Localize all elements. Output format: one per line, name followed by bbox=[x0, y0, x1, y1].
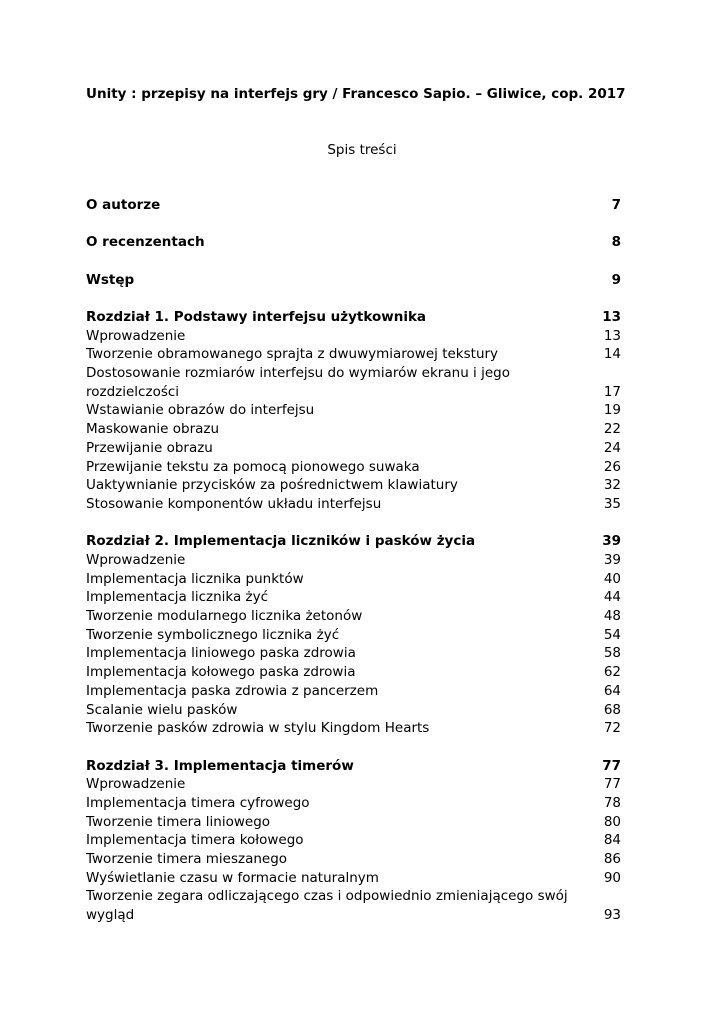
toc-entry bbox=[86, 794, 621, 813]
toc-entry-label: Implementacja paska zdrowia z pancerzem bbox=[86, 682, 379, 699]
book-title: Unity : przepisy na interfejs gry / Francesco Sapio. – Gliwice, cop. 2017 bbox=[86, 86, 626, 102]
toc-entry-label: Uaktywnianie przycisków za pośrednictwem klawiatury bbox=[86, 477, 458, 494]
toc-entry-label: Rozdział 2. Implementacja liczników i pasków życia bbox=[86, 533, 476, 550]
toc-section bbox=[86, 196, 621, 215]
toc-entry-label: Implementacja licznika żyć bbox=[86, 589, 269, 606]
toc-entry-label: O recenzentach bbox=[86, 234, 205, 251]
toc-entry-label: Wprowadzenie bbox=[86, 327, 186, 344]
toc-entry-label: Tworzenie modularnego licznika żetonów bbox=[86, 608, 363, 625]
toc-entry bbox=[86, 644, 621, 663]
toc-entry-page: 26 bbox=[603, 458, 621, 475]
toc-entry-page: 9 bbox=[611, 271, 621, 288]
toc-entry-label: Rozdział 1. Podstawy interfejsu użytkownika bbox=[86, 308, 427, 325]
toc-entry-page: 32 bbox=[603, 477, 621, 494]
toc-entry bbox=[86, 831, 621, 850]
toc-entry-label: Przewijanie tekstu za pomocą pionowego suwaka bbox=[86, 458, 420, 475]
toc-entry-page: 93 bbox=[603, 907, 621, 924]
toc-entry-page: 39 bbox=[602, 533, 621, 550]
toc-entry-page: 54 bbox=[603, 626, 621, 643]
toc-entry bbox=[86, 682, 621, 701]
toc-entry-page: 62 bbox=[603, 664, 621, 681]
toc-entry bbox=[86, 775, 621, 794]
toc-entry-page: 40 bbox=[603, 570, 621, 587]
toc-entry-label: Tworzenie timera liniowego bbox=[86, 813, 271, 830]
toc-entry bbox=[86, 420, 621, 439]
toc-entry-page: 77 bbox=[602, 757, 621, 774]
toc-entry-label: Implementacja kołowego paska zdrowia bbox=[86, 664, 356, 681]
toc-entry-label: Wyświetlanie czasu w formacie naturalnym bbox=[86, 869, 379, 886]
toc-entry-label: Implementacja timera cyfrowego bbox=[86, 794, 310, 811]
toc-entry-page: 48 bbox=[603, 608, 621, 625]
toc-entry-page: 84 bbox=[603, 832, 621, 849]
toc-section bbox=[86, 757, 621, 776]
toc-entry-page: 17 bbox=[603, 383, 621, 400]
toc-entry-label: Implementacja licznika punktów bbox=[86, 570, 304, 587]
toc-heading: Spis treści bbox=[327, 142, 397, 158]
toc-entry bbox=[86, 364, 621, 401]
toc-entry bbox=[86, 869, 621, 888]
toc-entry-page: 80 bbox=[603, 813, 621, 830]
toc-entry bbox=[86, 345, 621, 364]
toc-entry bbox=[86, 887, 621, 924]
toc-entry bbox=[86, 588, 621, 607]
toc-entry-page: 90 bbox=[603, 869, 621, 886]
toc-entry-label: Tworzenie zegara odliczającego czas i odpowiednio zmieniającego swój wygląd bbox=[86, 888, 568, 924]
toc-section bbox=[86, 271, 621, 290]
toc-entry bbox=[86, 551, 621, 570]
toc-entry-label: Wprowadzenie bbox=[86, 551, 186, 568]
toc-entry bbox=[86, 401, 621, 420]
toc-entry-page: 22 bbox=[603, 421, 621, 438]
toc-entry-label: Wstęp bbox=[86, 271, 135, 288]
toc-entry-page: 44 bbox=[603, 589, 621, 606]
toc-entry-page: 13 bbox=[603, 327, 621, 344]
toc-entry-page: 19 bbox=[603, 402, 621, 419]
toc-entry-page: 64 bbox=[603, 682, 621, 699]
toc-section bbox=[86, 532, 621, 551]
toc-entry-page: 39 bbox=[603, 551, 621, 568]
toc-entry-label: Implementacja timera kołowego bbox=[86, 832, 304, 849]
toc-entry-page: 77 bbox=[603, 776, 621, 793]
toc-entry-page: 35 bbox=[603, 495, 621, 512]
toc-section bbox=[86, 308, 621, 327]
toc-entry-page: 8 bbox=[611, 234, 621, 251]
toc-entry bbox=[86, 850, 621, 869]
toc-entry bbox=[86, 719, 621, 738]
toc-entry-label: Przewijanie obrazu bbox=[86, 439, 213, 456]
toc-entry-page: 86 bbox=[603, 851, 621, 868]
toc-entry bbox=[86, 813, 621, 832]
toc-entry bbox=[86, 458, 621, 477]
toc-entry bbox=[86, 327, 621, 346]
toc-entry-label: Tworzenie symbolicznego licznika żyć bbox=[86, 626, 340, 643]
toc-entry bbox=[86, 570, 621, 589]
toc-entry bbox=[86, 607, 621, 626]
toc-entry-page: 13 bbox=[602, 308, 621, 325]
table-of-contents bbox=[86, 196, 621, 925]
toc-entry-label: Tworzenie obramowanego sprajta z dwuwymiarowej tekstury bbox=[86, 346, 499, 363]
toc-entry-page: 7 bbox=[611, 197, 621, 213]
toc-entry-label: Tworzenie pasków zdrowia w stylu Kingdom Hearts bbox=[86, 720, 430, 737]
toc-entry-label: Scalanie wielu pasków bbox=[86, 701, 238, 718]
toc-entry bbox=[86, 626, 621, 645]
toc-entry-label: Dostosowanie rozmiarów interfejsu do wymiarów ekranu i jego rozdzielczości bbox=[86, 365, 510, 400]
toc-entry-page: 14 bbox=[603, 346, 621, 363]
toc-entry-label: Rozdział 3. Implementacja timerów bbox=[86, 757, 354, 774]
toc-entry bbox=[86, 663, 621, 682]
toc-entry-label: Wprowadzenie bbox=[86, 776, 186, 793]
toc-entry-label: O autorze bbox=[86, 197, 161, 213]
toc-entry bbox=[86, 476, 621, 495]
toc-entry-label: Stosowanie komponentów układu interfejsu bbox=[86, 495, 382, 512]
toc-entry bbox=[86, 495, 621, 514]
toc-entry-label: Tworzenie timera mieszanego bbox=[86, 851, 288, 868]
toc-entry-page: 68 bbox=[603, 701, 621, 718]
toc-entry-label: Implementacja liniowego paska zdrowia bbox=[86, 645, 356, 662]
toc-entry bbox=[86, 701, 621, 720]
toc-entry-label: Wstawianie obrazów do interfejsu bbox=[86, 402, 315, 419]
toc-entry bbox=[86, 439, 621, 458]
toc-entry-page: 58 bbox=[603, 645, 621, 662]
toc-entry-label: Maskowanie obrazu bbox=[86, 421, 220, 438]
toc-section bbox=[86, 233, 621, 252]
toc-entry-page: 24 bbox=[603, 439, 621, 456]
toc-entry-page: 72 bbox=[603, 720, 621, 737]
toc-entry-page: 78 bbox=[603, 794, 621, 811]
